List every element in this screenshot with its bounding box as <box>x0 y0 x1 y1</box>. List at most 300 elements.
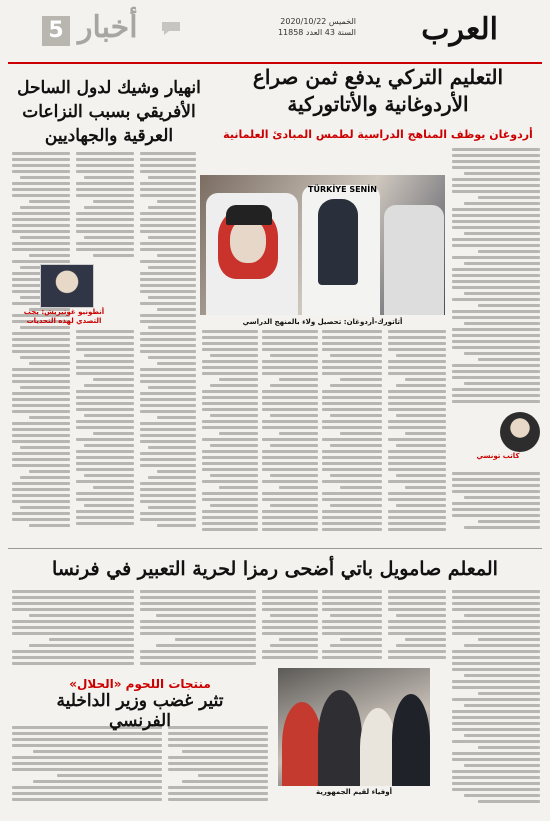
text-line <box>33 750 162 753</box>
text-line <box>464 674 540 677</box>
text-line <box>262 632 318 635</box>
text-line <box>140 212 196 215</box>
text-line <box>168 768 268 771</box>
text-line <box>262 420 318 423</box>
text-line <box>388 420 446 423</box>
text-line <box>12 392 70 395</box>
text-line <box>388 450 446 453</box>
text-line <box>464 496 540 499</box>
text-line <box>12 626 134 629</box>
text-line <box>202 450 258 453</box>
text-line <box>464 644 540 647</box>
text-line <box>140 608 256 611</box>
text-line <box>84 236 134 239</box>
text-line <box>168 798 268 801</box>
text-line <box>84 444 134 447</box>
text-line <box>202 396 258 399</box>
text-line <box>12 792 162 795</box>
text-line <box>322 608 382 611</box>
text-line <box>388 342 446 345</box>
text-line <box>202 342 258 345</box>
text-line <box>140 194 196 197</box>
lead-headline-line-1: التعليم التركي يدفع ثمن صراع <box>252 65 504 89</box>
text-line <box>12 458 70 461</box>
text-lines <box>12 726 162 801</box>
bottom-column-gutter <box>434 668 448 808</box>
text-line <box>262 596 318 599</box>
text-line <box>157 362 196 365</box>
text-line <box>452 740 540 743</box>
text-line <box>76 230 134 233</box>
text-line <box>168 786 268 789</box>
text-line <box>12 744 162 747</box>
text-line <box>140 590 256 593</box>
text-line <box>464 202 540 205</box>
text-line <box>140 368 196 371</box>
text-line <box>12 410 70 413</box>
text-line <box>279 638 318 641</box>
text-line <box>140 440 196 443</box>
text-line <box>478 196 540 199</box>
text-line <box>452 490 540 493</box>
text-line <box>452 502 540 505</box>
text-line <box>148 236 196 239</box>
text-line <box>262 402 318 405</box>
text-line <box>452 716 540 719</box>
text-line <box>396 474 446 477</box>
text-line <box>140 500 196 503</box>
text-line <box>175 638 256 641</box>
text-line <box>270 644 318 647</box>
text-line <box>84 414 134 417</box>
text-line <box>262 468 318 471</box>
text-line <box>202 372 258 375</box>
text-line <box>262 602 318 605</box>
text-line <box>452 484 540 487</box>
text-line <box>452 364 540 367</box>
text-line <box>270 444 318 447</box>
text-line <box>12 650 134 653</box>
text-line <box>168 732 268 735</box>
text-line <box>452 244 540 247</box>
text-line <box>452 770 540 773</box>
text-line <box>140 242 196 245</box>
lead-story-column-4 <box>262 330 318 536</box>
side-headline-line-3: العرقية والجهاديين <box>44 126 174 146</box>
text-line <box>76 248 134 251</box>
text-line <box>76 408 134 411</box>
text-line <box>262 342 318 345</box>
text-line <box>396 414 446 417</box>
text-line <box>330 354 382 357</box>
text-line <box>464 526 540 529</box>
text-line <box>452 590 540 593</box>
text-line <box>464 292 540 295</box>
side-story-column-1 <box>12 152 70 532</box>
lead-story-column-2 <box>388 330 446 536</box>
text-line <box>388 360 446 363</box>
text-line <box>12 350 70 353</box>
text-line <box>388 462 446 465</box>
text-line <box>140 314 196 317</box>
text-line <box>157 470 196 473</box>
text-line <box>452 686 540 689</box>
text-line <box>452 154 540 157</box>
text-line <box>12 212 70 215</box>
text-line <box>322 330 382 333</box>
text-line <box>12 332 70 335</box>
text-line <box>202 510 258 513</box>
text-line <box>12 608 134 611</box>
bottom-column-3 <box>322 590 382 662</box>
box-kicker: منتجات اللحوم «الحلال» <box>69 677 211 691</box>
text-line <box>388 528 446 531</box>
text-line <box>322 620 382 623</box>
text-line <box>140 350 196 353</box>
text-lines <box>168 726 268 801</box>
text-line <box>76 330 134 333</box>
text-line <box>202 516 258 519</box>
text-line <box>262 426 318 429</box>
text-line <box>262 462 318 465</box>
text-line <box>168 762 268 765</box>
text-line <box>452 238 540 241</box>
lead-story-column-3 <box>322 330 382 536</box>
text-lines <box>452 472 540 529</box>
text-line <box>12 404 70 407</box>
text-line <box>452 190 540 193</box>
text-line <box>12 500 70 503</box>
text-line <box>148 356 196 359</box>
text-line <box>12 440 70 443</box>
text-lines <box>140 590 256 665</box>
text-line <box>452 478 540 481</box>
text-line <box>464 262 540 265</box>
text-line <box>76 188 134 191</box>
text-line <box>12 464 70 467</box>
text-line <box>262 656 318 659</box>
text-line <box>12 428 70 431</box>
text-line <box>478 800 540 803</box>
text-line <box>452 602 540 605</box>
text-line <box>322 596 382 599</box>
text-line <box>12 368 70 371</box>
text-line <box>262 492 318 495</box>
text-line <box>210 444 258 447</box>
text-line <box>202 366 258 369</box>
text-line <box>452 788 540 791</box>
text-lines <box>12 152 70 527</box>
text-line <box>452 728 540 731</box>
text-line <box>12 230 70 233</box>
text-line <box>270 474 318 477</box>
text-line <box>388 632 446 635</box>
text-line <box>452 632 540 635</box>
text-line <box>140 428 196 431</box>
text-line <box>262 330 318 333</box>
text-line <box>388 348 446 351</box>
text-line <box>478 638 540 641</box>
text-line <box>262 360 318 363</box>
text-line <box>12 170 70 173</box>
text-line <box>262 390 318 393</box>
text-line <box>452 166 540 169</box>
text-line <box>452 782 540 785</box>
text-line <box>157 200 196 203</box>
text-line <box>464 704 540 707</box>
text-line <box>12 494 70 497</box>
text-lines <box>322 330 382 531</box>
text-line <box>322 462 382 465</box>
text-line <box>388 492 446 495</box>
text-line <box>12 182 70 185</box>
text-line <box>29 254 70 257</box>
text-line <box>202 336 258 339</box>
text-line <box>148 446 196 449</box>
lead-subheadline: أردوغان يوظف المناهج الدراسية لطمس المبادئ العلمانية <box>223 128 533 141</box>
text-line <box>452 400 540 403</box>
bottom-headline: المعلم صامويل باتي أضحى رمزا لحرية التعبير في فرنسا <box>52 558 498 580</box>
text-line <box>396 614 446 617</box>
lead-headline <box>214 64 542 118</box>
text-line <box>157 416 196 419</box>
text-line <box>262 522 318 525</box>
text-line <box>140 452 196 455</box>
text-line <box>12 380 70 383</box>
text-line <box>452 316 540 319</box>
text-line <box>388 468 446 471</box>
text-line <box>388 336 446 339</box>
side-story-column-3 <box>140 152 196 532</box>
text-line <box>140 344 196 347</box>
bottom-column-6 <box>12 590 134 668</box>
text-line <box>452 214 540 217</box>
text-line <box>452 508 540 511</box>
text-line <box>452 656 540 659</box>
text-line <box>12 374 70 377</box>
text-line <box>20 356 70 359</box>
text-line <box>140 494 196 497</box>
text-line <box>452 472 540 475</box>
text-line <box>322 438 382 441</box>
text-line <box>452 370 540 373</box>
newspaper-logo: العرب <box>421 12 498 47</box>
text-line <box>76 456 134 459</box>
text-line <box>76 450 134 453</box>
text-line <box>202 420 258 423</box>
text-lines <box>452 590 540 803</box>
text-line <box>12 756 162 759</box>
text-line <box>29 200 70 203</box>
text-line <box>452 280 540 283</box>
text-line <box>388 602 446 605</box>
text-line <box>262 372 318 375</box>
text-lines <box>388 590 446 659</box>
text-line <box>405 378 446 381</box>
text-line <box>202 390 258 393</box>
text-line <box>140 602 256 605</box>
text-line <box>12 762 162 765</box>
text-line <box>478 746 540 749</box>
text-line <box>140 632 256 635</box>
masthead <box>8 6 542 64</box>
text-line <box>76 218 134 221</box>
text-line <box>478 692 540 695</box>
text-line <box>76 468 134 471</box>
text-line <box>12 248 70 251</box>
text-line <box>76 158 134 161</box>
text-line <box>262 348 318 351</box>
text-line <box>478 304 540 307</box>
text-line <box>388 620 446 623</box>
text-line <box>340 486 382 489</box>
text-line <box>330 504 382 507</box>
text-line <box>148 296 196 299</box>
text-line <box>140 164 196 167</box>
text-line <box>322 390 382 393</box>
text-line <box>140 434 196 437</box>
shirt-slogan: TÜRKİYE SENİN <box>308 185 377 194</box>
text-line <box>388 402 446 405</box>
text-line <box>322 372 382 375</box>
text-line <box>76 152 134 155</box>
text-line <box>76 420 134 423</box>
text-line <box>452 776 540 779</box>
lead-photo <box>200 175 445 315</box>
text-line <box>20 386 70 389</box>
text-line <box>405 432 446 435</box>
text-line <box>330 474 382 477</box>
protest-photo-caption: أوفياء لقيم الجمهورية <box>316 788 392 796</box>
text-line <box>202 468 258 471</box>
text-line <box>322 408 382 411</box>
text-line <box>12 656 134 659</box>
text-lines <box>12 590 134 665</box>
text-line <box>322 492 382 495</box>
text-line <box>12 164 70 167</box>
text-line <box>262 480 318 483</box>
text-line <box>12 452 70 455</box>
text-line <box>140 224 196 227</box>
text-line <box>84 206 134 209</box>
text-line <box>340 638 382 641</box>
text-line <box>12 620 134 623</box>
text-line <box>464 764 540 767</box>
text-line <box>157 308 196 311</box>
text-line <box>279 432 318 435</box>
text-line <box>84 384 134 387</box>
text-line <box>140 482 196 485</box>
text-line <box>168 744 268 747</box>
text-line <box>12 798 162 801</box>
text-line <box>29 416 70 419</box>
text-line <box>20 326 70 329</box>
text-line <box>270 384 318 387</box>
text-line <box>396 644 446 647</box>
text-line <box>76 212 134 215</box>
text-line <box>452 514 540 517</box>
text-lines <box>140 152 196 527</box>
text-line <box>93 200 134 203</box>
text-line <box>270 504 318 507</box>
text-line <box>452 376 540 379</box>
text-line <box>279 378 318 381</box>
text-line <box>262 620 318 623</box>
text-line <box>388 596 446 599</box>
text-line <box>322 402 382 405</box>
text-line <box>140 404 196 407</box>
text-line <box>140 512 196 515</box>
text-line <box>388 330 446 333</box>
text-line <box>12 590 134 593</box>
text-line <box>330 644 382 647</box>
text-line <box>452 698 540 701</box>
text-line <box>168 738 268 741</box>
text-line <box>405 638 446 641</box>
bottom-column-8 <box>12 726 162 808</box>
text-line <box>140 272 196 275</box>
text-line <box>478 250 540 253</box>
text-line <box>340 378 382 381</box>
bottom-column-4 <box>262 590 318 662</box>
text-line <box>140 152 196 155</box>
text-line <box>93 254 134 257</box>
text-line <box>140 662 256 665</box>
text-line <box>388 650 446 653</box>
text-line <box>322 450 382 453</box>
text-lines <box>76 152 134 257</box>
text-line <box>388 590 446 593</box>
page-number: 5 <box>42 16 70 46</box>
text-line <box>12 786 162 789</box>
lead-photo-caption: أتاتورك-أردوغان: تحصيل ولاء بالمنهج الدراسي <box>242 318 403 326</box>
text-line <box>452 758 540 761</box>
text-line <box>478 358 540 361</box>
text-line <box>140 170 196 173</box>
text-line <box>76 224 134 227</box>
text-line <box>140 656 256 659</box>
text-line <box>12 512 70 515</box>
text-line <box>140 398 196 401</box>
text-line <box>452 608 540 611</box>
text-line <box>140 218 196 221</box>
text-line <box>140 650 256 653</box>
text-line <box>396 354 446 357</box>
text-line <box>340 432 382 435</box>
text-line <box>140 248 196 251</box>
text-line <box>29 614 134 617</box>
text-line <box>148 266 196 269</box>
text-line <box>330 444 382 447</box>
text-line <box>140 620 256 623</box>
bottom-column-7 <box>168 726 268 808</box>
text-line <box>322 342 382 345</box>
text-line <box>322 626 382 629</box>
lead-headline-line-2: الأردوغانية والأتاتوركية <box>287 92 469 116</box>
text-line <box>148 506 196 509</box>
text-line <box>202 426 258 429</box>
text-line <box>148 386 196 389</box>
text-line <box>202 360 258 363</box>
text-line <box>76 342 134 345</box>
text-line <box>140 290 196 293</box>
text-line <box>388 426 446 429</box>
text-line <box>262 650 318 653</box>
text-line <box>262 396 318 399</box>
text-line <box>76 462 134 465</box>
text-line <box>452 620 540 623</box>
text-line <box>148 206 196 209</box>
